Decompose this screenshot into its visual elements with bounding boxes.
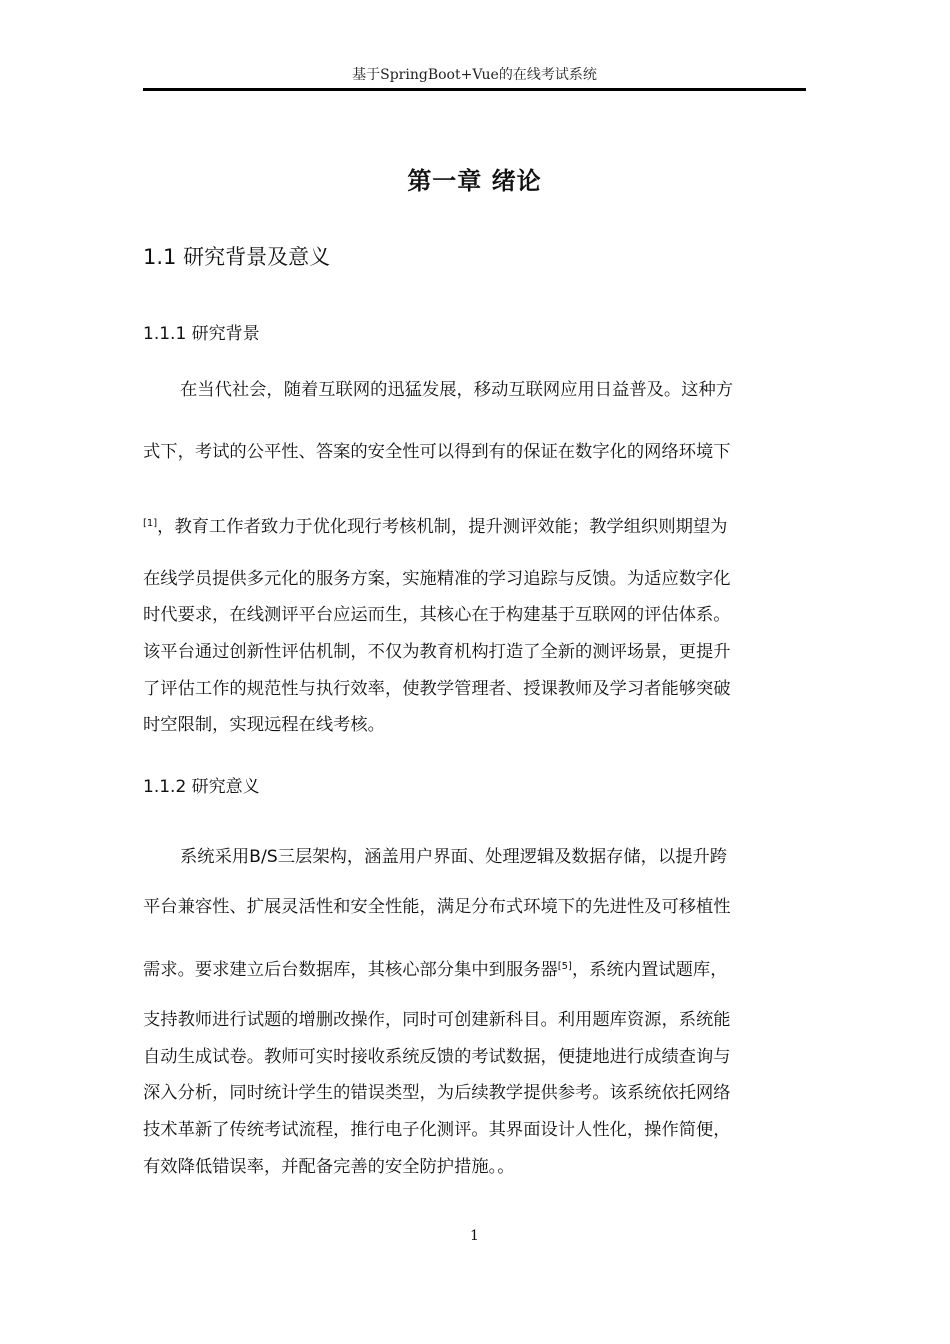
citation-marker[interactable]: [5] <box>557 961 572 972</box>
paragraph-line: 时空限制，实现远程在线考核。 <box>143 715 385 735</box>
paragraph-line: 式下，考试的公平性、答案的安全性可以得到有的保证在数字化的网络环境下 <box>143 442 731 462</box>
paragraph-text: ，教育工作者致力于优化现行考核机制，提升测评效能；教学组织则期望为 <box>157 517 728 537</box>
paragraph-line: 该平台通过创新性评估机制，不仅为教育机构打造了全新的测评场景，更提升 <box>143 642 731 662</box>
running-header: 基于SpringBoot+Vue的在线考试系统 <box>352 67 597 83</box>
paragraph-line: 深入分析，同时统计学生的错误类型，为后续教学提供参考。该系统依托网络 <box>143 1083 731 1103</box>
paragraph-line: 支持教师进行试题的增删改操作，同时可创建新科目。利用题库资源，系统能 <box>143 1010 731 1030</box>
paragraph-line: 技术革新了传统考试流程，推行电子化测评。其界面设计人性化，操作简便， <box>143 1120 731 1140</box>
paragraph-line: 系统采用B/S三层架构，涵盖用户界面、处理逻辑及数据存储，以提升跨 <box>180 847 728 867</box>
chapter-title: 第一章 绪论 <box>407 167 542 195</box>
paragraph-line-with-citation <box>143 958 806 982</box>
paragraph-line-with-citation <box>143 515 806 539</box>
paragraph-text: 需求。要求建立后台数据库，其核心部分集中到服务器 <box>143 960 558 980</box>
subsection-heading-background: 1.1.1 研究背景 <box>143 324 260 344</box>
paragraph-line: 在线学员提供多元化的服务方案，实施精准的学习追踪与反馈。为适应数字化 <box>143 569 731 589</box>
paragraph-line: 在当代社会，随着互联网的迅猛发展，移动互联网应用日益普及。这种方 <box>180 380 734 400</box>
paragraph-line: 时代要求，在线测评平台应运而生，其核心在于构建基于互联网的评估体系。 <box>143 605 731 625</box>
citation-marker[interactable]: [1] <box>143 518 158 529</box>
paragraph-line: 平台兼容性、扩展灵活性和安全性能，满足分布式环境下的先进性及可移植性 <box>143 897 731 917</box>
section-heading: 1.1 研究背景及意义 <box>143 245 331 269</box>
header-rule <box>143 88 806 91</box>
page-number: 1 <box>470 1228 479 1244</box>
paragraph-line: 有效降低错误率，并配备完善的安全防护措施。。 <box>143 1157 515 1177</box>
paragraph-line: 自动生成试卷。教师可实时接收系统反馈的考试数据，便捷地进行成绩查询与 <box>143 1047 731 1067</box>
paragraph-line: 了评估工作的规范性与执行效率，使教学管理者、授课教师及学习者能够突破 <box>143 679 731 699</box>
subsection-heading-significance: 1.1.2 研究意义 <box>143 777 260 797</box>
paragraph-text: ，系统内置试题库， <box>571 960 728 980</box>
